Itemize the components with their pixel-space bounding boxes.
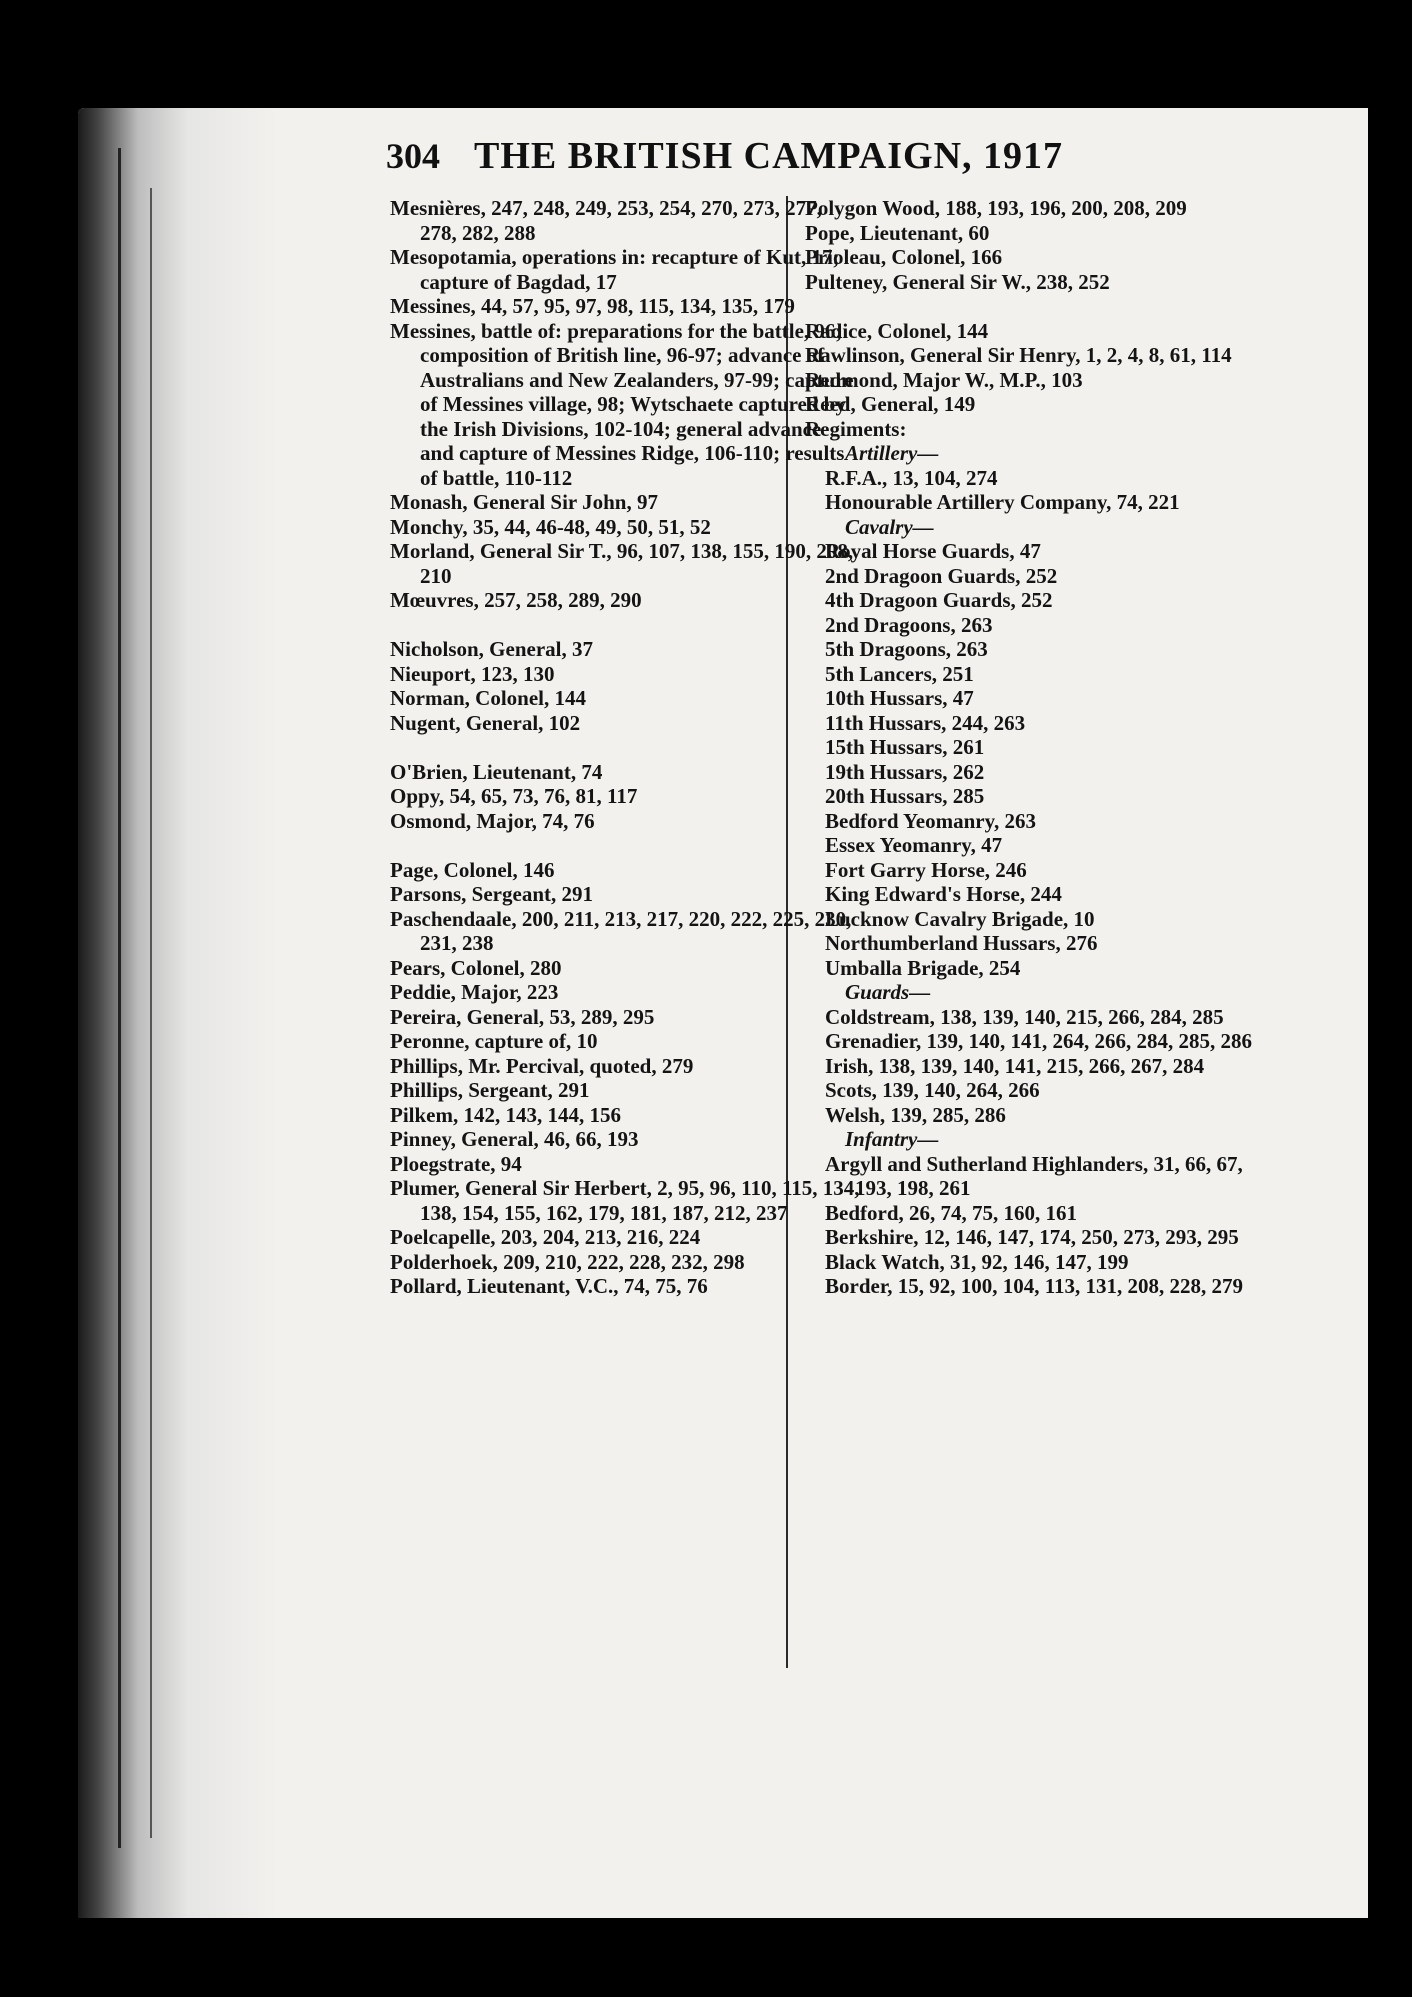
index-entry: Nicholson, General, 37 bbox=[390, 637, 593, 661]
index-entry: Nugent, General, 102 bbox=[390, 710, 581, 735]
index-entry: Pilkem, 142, 143, 144, 156 bbox=[390, 1102, 621, 1127]
index-entry: Royal Horse Guards, 47 bbox=[825, 539, 1041, 563]
index-entry: 10th Hussars, 47 bbox=[825, 686, 974, 710]
index-entry: Plumer, General Sir Herbert, 2, 95, 96, 110, 115, 134, 138, 154, 155, 162, 179, 181, 187, 212, 237 bbox=[390, 1176, 860, 1225]
index-entry: Border, 15, 92, 100, 104, 113, 131, 208, 228, 279 bbox=[825, 1274, 1244, 1298]
index-entry: Parsons, Sergeant, 291 bbox=[390, 882, 593, 906]
index-entry: 2nd Dragoon Guards, 252 bbox=[825, 563, 1058, 588]
index-entry: Phillips, Sergeant, 291 bbox=[390, 1078, 590, 1102]
index-entry: Page, Colonel, 146 bbox=[390, 857, 555, 882]
index-entry: Pereira, General, 53, 289, 295 bbox=[390, 1004, 655, 1029]
index-entry: Umballa Brigade, 254 bbox=[825, 955, 1021, 980]
page-header bbox=[386, 134, 1063, 178]
index-entry: Pears, Colonel, 280 bbox=[390, 955, 562, 980]
index-entry: Mesopotamia, operations in: recapture of Kut, 17; capture of Bagdad, 17 bbox=[390, 245, 840, 294]
index-entry: Paschendaale, 200, 211, 213, 217, 220, 222, 225, 230, 231, 238 bbox=[390, 906, 852, 955]
index-entry: Peddie, Major, 223 bbox=[390, 980, 559, 1004]
index-entry: 20th Hussars, 285 bbox=[825, 784, 985, 808]
index-entry: King Edward's Horse, 244 bbox=[825, 882, 1062, 906]
index-entry: Black Watch, 31, 92, 146, 147, 199 bbox=[825, 1249, 1129, 1274]
index-entry: Bedford Yeomanry, 263 bbox=[825, 808, 1036, 833]
index-entry: Irish, 138, 139, 140, 141, 215, 266, 267, 284 bbox=[825, 1053, 1205, 1078]
index-entry: Lucknow Cavalry Brigade, 10 bbox=[825, 906, 1095, 931]
index-gap bbox=[805, 294, 1275, 319]
index-entry: Pollard, Lieutenant, V.C., 74, 75, 76 bbox=[390, 1274, 708, 1298]
index-entry: Polygon Wood, 188, 193, 196, 200, 208, 209 bbox=[805, 196, 1187, 220]
index-entry: Prioleau, Colonel, 166 bbox=[805, 245, 1003, 269]
index-entry: Messines, battle of: preparations for the battle, 96; composition of British line, 96-97; advance of Australians and New Zealanders, 97-99; capture of Messines village, 98; Wytschaete captured by the Irish Divisions, 102-104; general advance and capture of Messines Ridge, 106-110; results of battle, 110-112 bbox=[390, 318, 854, 490]
index-gap bbox=[390, 613, 860, 638]
index-entry: Reed, General, 149 bbox=[805, 392, 976, 416]
index-column-left bbox=[390, 196, 860, 1299]
index-entry: Rawlinson, General Sir Henry, 1, 2, 4, 8, 61, 114 bbox=[805, 343, 1232, 367]
index-entry: Peronne, capture of, 10 bbox=[390, 1029, 598, 1053]
index-entry: R.F.A., 13, 104, 274 bbox=[825, 465, 998, 490]
index-entry: Mœuvres, 257, 258, 289, 290 bbox=[390, 588, 642, 612]
index-entry: 11th Hussars, 244, 263 bbox=[825, 710, 1026, 735]
index-entry: Messines, 44, 57, 95, 97, 98, 115, 134, 135, 179 bbox=[390, 294, 795, 318]
index-entry: Norman, Colonel, 144 bbox=[390, 686, 586, 710]
index-subheading: Infantry— bbox=[845, 1127, 939, 1151]
index-entry: Oppy, 54, 65, 73, 76, 81, 117 bbox=[390, 784, 638, 808]
index-entry: Ploegstrate, 94 bbox=[390, 1151, 522, 1176]
index-entry: Grenadier, 139, 140, 141, 264, 266, 284, 285, 286 bbox=[825, 1029, 1253, 1053]
spine-edge-line bbox=[118, 148, 121, 1848]
index-entry: 19th Hussars, 262 bbox=[825, 759, 985, 784]
index-gap bbox=[390, 735, 860, 760]
index-entry: Nieuport, 123, 130 bbox=[390, 661, 555, 686]
index-entry: Scots, 139, 140, 264, 266 bbox=[825, 1078, 1040, 1102]
index-entry: Monchy, 35, 44, 46-48, 49, 50, 51, 52 bbox=[390, 514, 711, 539]
index-entry: Coldstream, 138, 139, 140, 215, 266, 284, 285 bbox=[825, 1004, 1224, 1029]
index-entry: 5th Dragoons, 263 bbox=[825, 637, 988, 661]
index-entry: Fort Garry Horse, 246 bbox=[825, 857, 1027, 882]
index-subheading: Cavalry— bbox=[845, 514, 934, 539]
index-entry: Bedford, 26, 74, 75, 160, 161 bbox=[825, 1200, 1077, 1225]
index-entry: Osmond, Major, 74, 76 bbox=[390, 808, 595, 833]
index-subheading: Artillery— bbox=[845, 441, 939, 465]
book-spine-shadow bbox=[78, 108, 278, 1918]
index-entry: Morland, General Sir T., 96, 107, 138, 155, 190, 208, 210 bbox=[390, 539, 854, 588]
index-entry: Argyll and Sutherland Highlanders, 31, 66, 67, 193, 198, 261 bbox=[825, 1151, 1243, 1200]
index-entry: Polderhoek, 209, 210, 222, 228, 232, 298 bbox=[390, 1249, 745, 1274]
index-entry: Poelcapelle, 203, 204, 213, 216, 224 bbox=[390, 1225, 701, 1249]
spine-edge-line bbox=[150, 188, 152, 1838]
index-entry: Pinney, General, 46, 66, 193 bbox=[390, 1127, 639, 1151]
index-column-right bbox=[805, 196, 1275, 1299]
index-entry: Redmond, Major W., M.P., 103 bbox=[805, 367, 1083, 392]
index-entry: Monash, General Sir John, 97 bbox=[390, 490, 658, 514]
running-title: THE BRITISH CAMPAIGN, 1917 bbox=[474, 135, 1064, 177]
index-entry: Northumberland Hussars, 276 bbox=[825, 931, 1098, 955]
index-entry: Mesnières, 247, 248, 249, 253, 254, 270, 273, 277, 278, 282, 288 bbox=[390, 196, 822, 245]
index-entry: 4th Dragoon Guards, 252 bbox=[825, 588, 1053, 612]
index-entry: Essex Yeomanry, 47 bbox=[825, 833, 1003, 857]
index-entry: 15th Hussars, 261 bbox=[825, 735, 985, 759]
index-subheading: Guards— bbox=[845, 980, 931, 1004]
page-number: 304 bbox=[386, 136, 440, 176]
index-entry: 2nd Dragoons, 263 bbox=[825, 612, 993, 637]
facing-page-edge bbox=[1368, 108, 1378, 1918]
index-gap bbox=[390, 833, 860, 858]
index-entry: Radice, Colonel, 144 bbox=[805, 318, 989, 343]
index-entry: Honourable Artillery Company, 74, 221 bbox=[825, 490, 1180, 514]
index-entry: Pulteney, General Sir W., 238, 252 bbox=[805, 269, 1110, 294]
index-entry: 5th Lancers, 251 bbox=[825, 661, 974, 686]
index-entry: Berkshire, 12, 146, 147, 174, 250, 273, 293, 295 bbox=[825, 1225, 1239, 1249]
index-entry: O'Brien, Lieutenant, 74 bbox=[390, 759, 603, 784]
index-entry: Regiments: bbox=[805, 416, 907, 441]
index-entry: Pope, Lieutenant, 60 bbox=[805, 220, 990, 245]
index-entry: Phillips, Mr. Percival, quoted, 279 bbox=[390, 1053, 694, 1078]
index-entry: Welsh, 139, 285, 286 bbox=[825, 1102, 1006, 1127]
